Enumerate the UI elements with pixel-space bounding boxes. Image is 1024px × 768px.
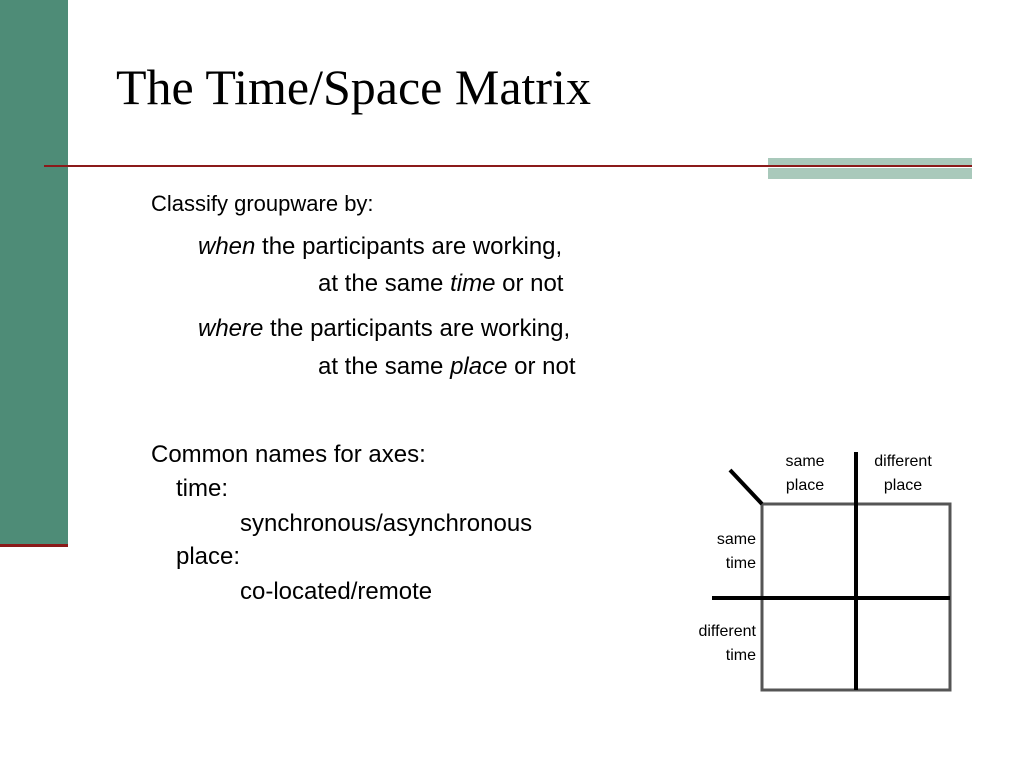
accent-bar-top <box>768 158 972 165</box>
left-sidebar-rule <box>0 544 68 547</box>
where-line-1 <box>198 315 570 343</box>
place-axis-values: co-located/remote <box>240 578 433 605</box>
when-keyword: when <box>198 233 256 260</box>
matrix-corner-diagonal <box>730 470 762 504</box>
axes-heading: Common names for axes: <box>151 441 426 468</box>
when-line2-suffix: or not <box>495 270 564 297</box>
where-line2-suffix: or not <box>507 353 576 380</box>
row-header-same-time <box>672 528 756 576</box>
where-rest: the participants are working, <box>263 315 571 342</box>
where-line2-prefix: at the same <box>318 353 451 380</box>
when-line-1 <box>198 233 562 261</box>
column-header-line: different <box>874 453 932 470</box>
row-header-different-time <box>672 620 756 668</box>
when-rest: the participants are working, <box>255 233 563 260</box>
place-axis-label: place: <box>176 543 241 570</box>
time-keyword: time <box>450 270 496 297</box>
column-header-same-place <box>760 450 850 498</box>
when-line2-prefix: at the same <box>318 270 451 297</box>
place-keyword: place <box>450 353 508 380</box>
title-rule <box>44 165 972 167</box>
column-header-line: place <box>785 477 825 494</box>
where-line-2 <box>318 353 576 381</box>
intro-text: Classify groupware by: <box>151 191 374 216</box>
when-line-2 <box>318 270 563 298</box>
column-header-different-place <box>858 450 948 498</box>
column-header-line: same <box>785 453 825 470</box>
accent-bar-bottom <box>768 168 972 179</box>
row-header-line: time <box>725 555 756 572</box>
row-header-line: time <box>725 647 756 664</box>
time-axis-values: synchronous/asynchronous <box>240 510 533 537</box>
column-header-line: place <box>883 477 923 494</box>
row-header-line: same <box>716 531 756 548</box>
left-sidebar-bar <box>0 0 68 546</box>
slide-title: The Time/Space Matrix <box>116 59 591 115</box>
where-keyword: where <box>198 315 264 342</box>
time-axis-label: time: <box>176 475 229 502</box>
time-space-matrix-diagram <box>672 440 972 710</box>
row-header-line: different <box>698 623 756 640</box>
